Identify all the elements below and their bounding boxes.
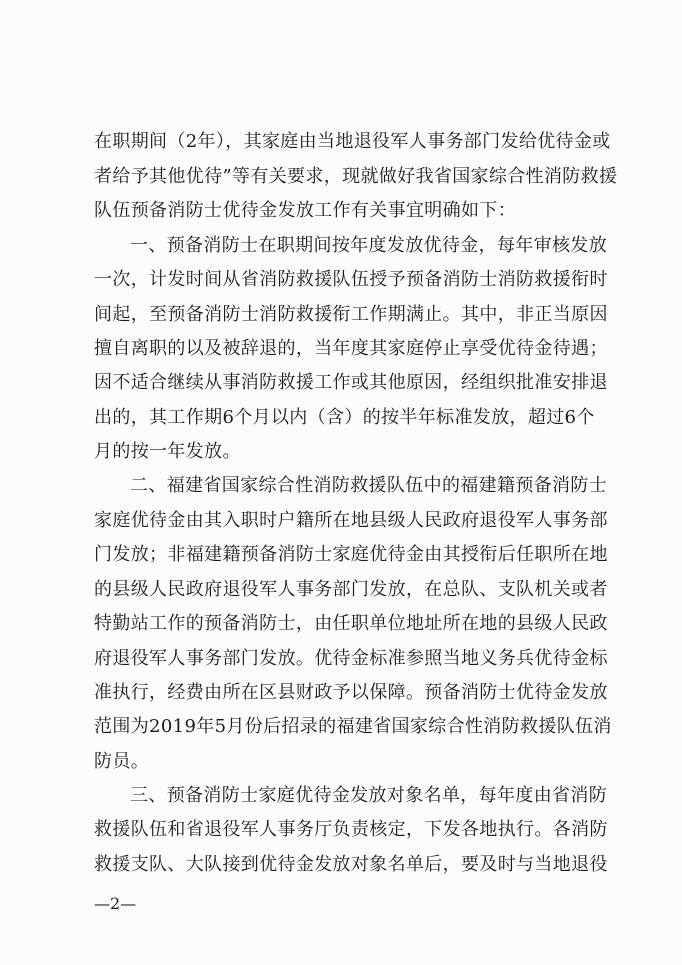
paragraph-1-first-line: 一、预备消防士在职期间按年度发放优待金，每年审核发放 bbox=[130, 235, 608, 256]
page-number: —2— bbox=[94, 894, 137, 913]
text-line: 防员。 bbox=[94, 751, 150, 772]
text-line: 救援队伍和省退役军人事务厅负责核定，下发各地执行。各消防 bbox=[94, 819, 608, 840]
text-line: 门发放；非福建籍预备消防士家庭优待金由其授衔后任职所在地 bbox=[94, 544, 608, 565]
text-line: 准执行，经费由所在区县财政予以保障。预备消防士优待金发放 bbox=[94, 682, 608, 703]
text-line: 出的，其工作期6个月以内（含）的按半年标准发放，超过6个 bbox=[94, 407, 595, 428]
text-line: 因不适合继续从事消防救援工作或其他原因，经组织批准安排退 bbox=[94, 372, 608, 393]
text-line: 府退役军人事务部门发放。优待金标准参照当地义务兵优待金标 bbox=[94, 648, 608, 669]
text-line: 在职期间（2年），其家庭由当地退役军人事务部门发给优待金或 bbox=[94, 131, 611, 152]
paragraph-3-first-line: 三、预备消防士家庭优待金发放对象名单，每年度由省消防 bbox=[130, 785, 608, 806]
text-line: 擅自离职的以及被辞退的，当年度其家庭停止享受优待金待遇； bbox=[94, 338, 608, 359]
text-line: 特勤站工作的预备消防士，由任职单位地址所在地的县级人民政 bbox=[94, 613, 608, 634]
text-line: 者给予其他优待”等有关要求，现就做好我省国家综合性消防救援 bbox=[94, 166, 618, 187]
text-line: 范围为2019年5月份后招录的福建省国家综合性消防救援队伍消 bbox=[94, 716, 612, 737]
text-line: 救援支队、大队接到优待金发放对象名单后，要及时与当地退役 bbox=[94, 854, 608, 875]
text-line: 月的按一年发放。 bbox=[94, 441, 241, 462]
text-line: 家庭优待金由其入职时户籍所在地县级人民政府退役军人事务部 bbox=[94, 510, 608, 531]
paragraph-2-first-line: 二、福建省国家综合性消防救援队伍中的福建籍预备消防士 bbox=[130, 475, 608, 496]
text-line: 一次，计发时间从省消防救援队伍授予预备消防士消防救援衔时 bbox=[94, 269, 608, 290]
text-line: 间起，至预备消防士消防救援衔工作期满止。其中，非正当原因 bbox=[94, 304, 608, 325]
text-line: 的县级人民政府退役军人事务部门发放，在总队、支队机关或者 bbox=[94, 579, 608, 600]
text-line: 队伍预备消防士优待金发放工作有关事宜明确如下： bbox=[94, 200, 517, 221]
